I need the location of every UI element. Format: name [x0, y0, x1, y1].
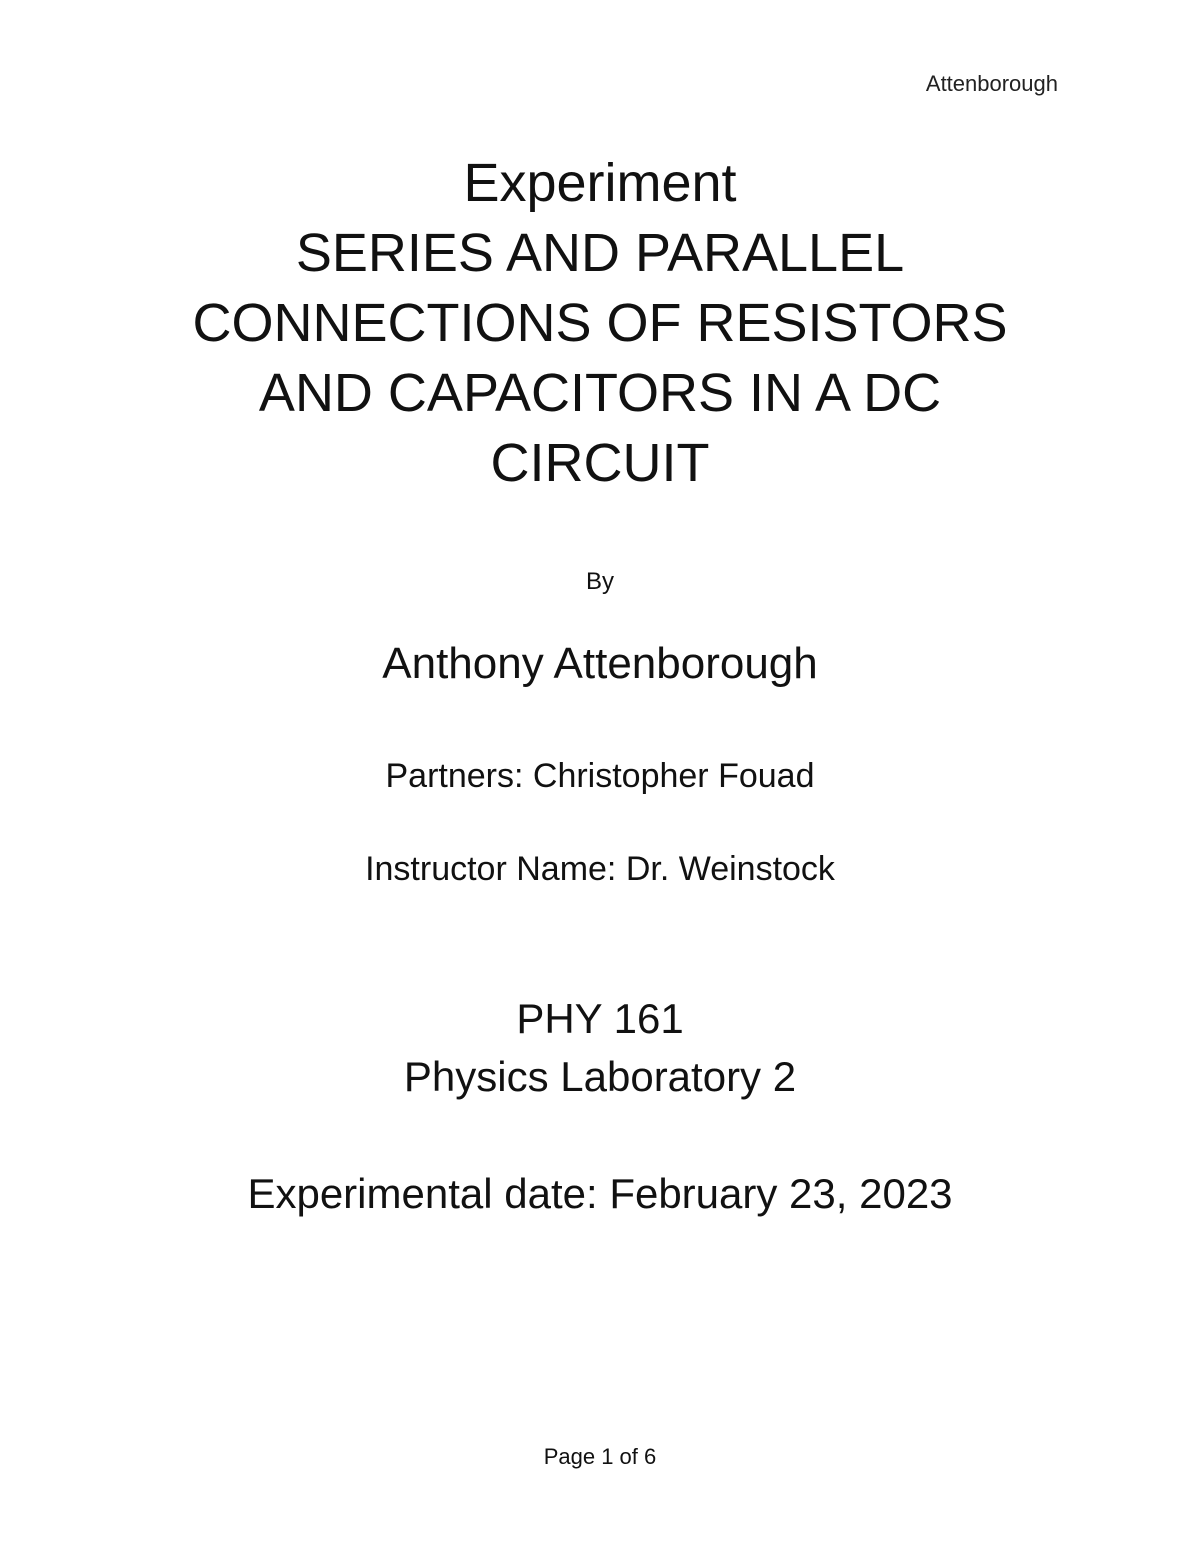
experimental-date: Experimental date: February 23, 2023	[247, 1170, 953, 1217]
title-line-1: SERIES AND PARALLEL	[295, 223, 905, 283]
partners-line: Partners: Christopher Fouad	[385, 757, 815, 795]
title-line-experiment: Experiment	[463, 153, 737, 213]
title-line-4: CIRCUIT	[490, 433, 710, 493]
running-header: Attenborough	[925, 71, 1058, 96]
course-code: PHY 161	[516, 995, 684, 1042]
author-name: Anthony Attenborough	[382, 639, 818, 688]
instructor-line: Instructor Name: Dr. Weinstock	[365, 850, 835, 888]
course-name: Physics Laboratory 2	[403, 1053, 797, 1100]
title-line-2: CONNECTIONS OF RESISTORS	[192, 293, 1008, 353]
title-line-3: AND CAPACITORS IN A DC	[258, 363, 942, 423]
page-number: Page 1 of 6	[543, 1444, 657, 1469]
title-block	[0, 148, 1200, 498]
by-label: By	[585, 568, 614, 595]
